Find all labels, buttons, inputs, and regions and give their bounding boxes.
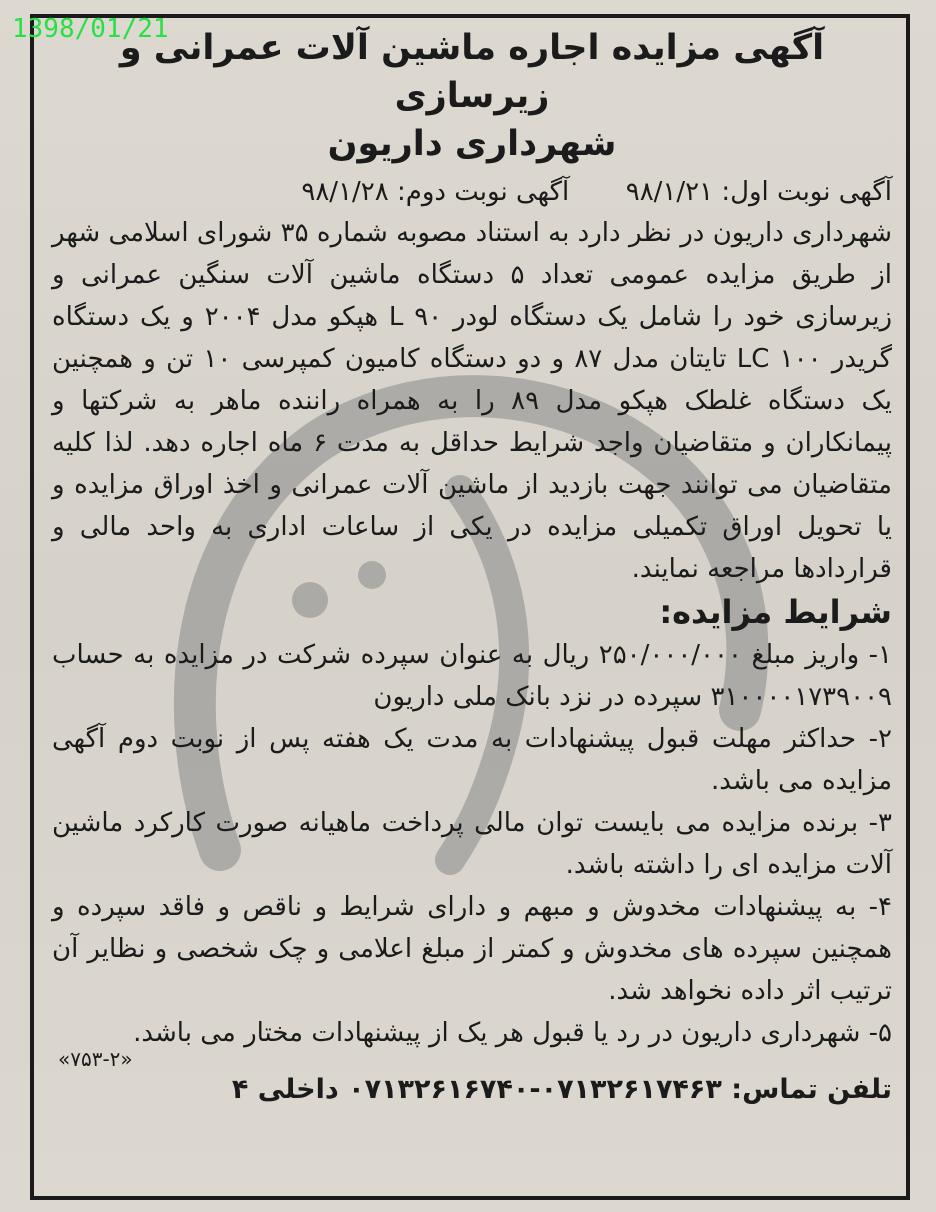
- condition-item: ۲- حداکثر مهلت قبول پیشنهادات به مدت یک هفته پس از نوبت دوم آگهی مزایده می باشد.: [52, 724, 892, 796]
- date-stamp: 1398/01/21: [12, 14, 169, 44]
- second-notice-date: آگهی نوبت دوم: ۹۸/۱/۲۸: [301, 177, 570, 207]
- condition-item: ۴- به پیشنهادات مخدوش و مبهم و دارای شرایط و ناقص و فاقد سپرده و همچنین سپرده های مخدوش و کمتر از مبلغ اعلامی و چک شخصی و نظایر آن ترتیب اثر داده نخواهد شد.: [52, 892, 892, 1006]
- first-notice-date: آگهی نوبت اول: ۹۸/۱/۲۱: [625, 177, 892, 207]
- condition-item: ۳- برنده مزایده می بایست توان مالی پرداخت ماهیانه صورت کارکرد ماشین آلات مزایده ای را داشته باشد.: [52, 808, 892, 880]
- notice-subtitle: شهرداری داریون: [327, 124, 617, 164]
- conditions-heading: شرایط مزایده:: [659, 593, 892, 631]
- contact-phone: تلفن تماس: ۰۷۱۳۲۶۱۷۴۶۳-۰۷۱۳۲۶۱۶۷۴۰ داخلی ۴: [231, 1074, 892, 1105]
- condition-item: ۵- شهرداری داریون در رد یا قبول هر یک از پیشنهادات مختار می باشد.: [133, 1018, 892, 1048]
- notice-content: [52, 18, 892, 1110]
- ad-code: «۷۵۳-۲»: [58, 1047, 133, 1071]
- notice-dates: [52, 172, 892, 212]
- condition-item: ۱- واریز مبلغ ۲۵۰/۰۰۰/۰۰۰ ریال به عنوان سپرده شرکت در مزایده به حساب ۳۱۰۰۰۰۱۷۳۹۰۰۹ سپرده در نزد بانک ملی داریون: [52, 640, 892, 712]
- notice-title: آگهی مزایده اجاره ماشین آلات عمرانی و زیرسازی: [119, 28, 825, 116]
- notice-intro: شهرداری داریون در نظر دارد به استناد مصوبه شماره ۳۵ شورای اسلامی شهر از طریق مزایده عمومی تعداد ۵ دستگاه ماشین آلات سنگین عمرانی و زیرسازی خود را شامل یک دستگاه لودر L ۹۰ هپکو مدل ۲۰۰۴ و یک دستگاه گریدر LC ۱۰۰ تایتان مدل ۸۷ و دو دستگاه کامیون کمپرسی ۱۰ تن و همچنین یک دستگاه غلطک هپکو مدل ۸۹ را به همراه راننده ماهر به شرکتها و پیمانکاران و متقاضیان واجد شرایط حداقل به مدت ۶ ماه اجاره دهد. لذا کلیه متقاضیان می توانند جهت بازدید از ماشین آلات عمرانی و اخذ اوراق مزایده و یا تحویل اوراق تکمیلی مزایده در یکی از ساعات اداری به واحد مالی و قراردادها مراجعه نمایند.: [52, 218, 893, 584]
